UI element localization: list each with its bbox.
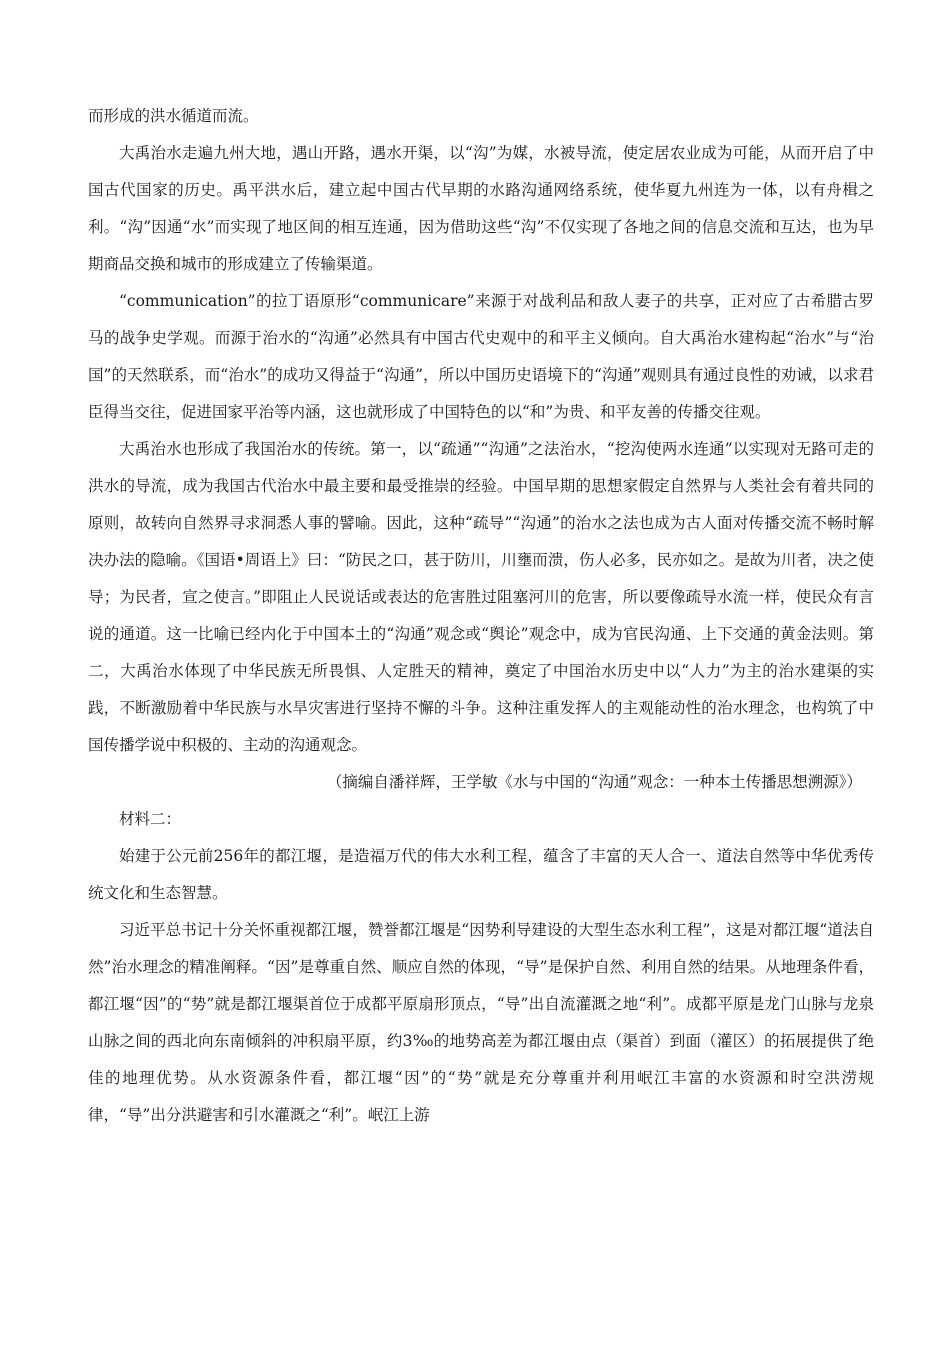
paragraph-communication-origin: “communication”的拉丁语原形“communicare”来源于对战利品和敌人妻子的共享，正对应了古希腊古罗马的战争史学观。而源于治水的“沟通”必然具有中国古代史观中的和平主义倾向。自大禹治水建构起“治水”与“治国”的天然联系，而“治水”的成功又得益于“沟通”，所以中国历史语境下的“沟通”观则具有通过良性的劝诫，以求君臣得当交往，促进国家平治等内涵，这也就形成了中国特色的以“和”为贵、和平友善的传播交往观。 (88, 292, 874, 421)
material-two-heading: 材料二： (119, 810, 182, 828)
paragraph-water-tradition: 大禹治水也形成了我国治水的传统。第一，以“疏通”“沟通”之法治水，“挖沟使两水连通”以实现对无路可走的洪水的导流，成为我国古代治水中最主要和最受推崇的经验。中国早期的思想家假定自然界与人类社会有着共同的原则，故转向自然界寻求洞悉人事的譬喻。因此，这种“疏导”“沟通”的治水之法也成为古人面对传播交流不畅时解决办法的隐喻。《国语•周语上》曰：“防民之口，甚于防川，川壅而溃，伤人必多，民亦如之。是故为川者，决之使导；为民者，宣之使言。”即阻止人民说话或表达的危害胜过阻塞河川的危害，所以要像疏导水流一样，使民众有言说的通道。这一比喻已经内化于中国本土的“沟通”观念或“舆论”观念中，成为官民沟通、上下交通的黄金法则。第二，大禹治水体现了中华民族无所畏惧、人定胜天的精神，奠定了中国治水历史中以“人力”为主的治水建渠的实践，不断激励着中华民族与水旱灾害进行坚持不懈的斗争。这种注重发挥人的主观能动性的治水理念，也构筑了中国传播学说中积极的、主动的沟通观念。 (88, 440, 874, 754)
paragraph-dayu-travel: 大禹治水走遍九州大地，遇山开路，遇水开渠，以“沟”为媒，水被导流，使定居农业成为可能，从而开启了中国古代国家的历史。禹平洪水后，建立起中国古代早期的水路沟通网络系统，使华夏九州连为一体，以有舟楫之利。“沟”因通“水”而实现了地区间的相互连通，因为借助这些“沟”不仅实现了各地之间的信息交流和互达，也为早期商品交换和城市的形成建立了传输渠道。 (88, 144, 874, 273)
paragraph-dujiangyan-analysis: 习近平总书记十分关怀重视都江堰，赞誉都江堰是“因势利导建设的大型生态水利工程”，这是对都江堰“道法自然”治水理念的精准阐释。“因”是尊重自然、顺应自然的体现，“导”是保护自然、利用自然的结果。从地理条件看，都江堰“因”的“势”就是都江堰渠首位于成都平原扇形顶点，“导”出自流灌溉之地“利”。成都平原是龙门山脉与龙泉山脉之间的西北向东南倾斜的冲积扇平原，约3‰的地势高差为都江堰由点（渠首）到面（灌区）的拓展提供了绝佳的地理优势。从水资源条件看，都江堰“因”的“势”就是充分尊重并利用岷江丰富的水资源和时空洪涝规律，“导”出分洪避害和引水灌溉之“利”。岷江上游 (88, 921, 874, 1124)
document-page (88, 98, 874, 1134)
paragraph-dujiangyan-intro: 始建于公元前256年的都江堰，是造福万代的伟大水利工程，蕴含了丰富的天人合一、道法自然等中华优秀传统文化和生态智慧。 (88, 847, 874, 902)
paragraph-continuation: 而形成的洪水循道而流。 (88, 107, 259, 125)
source-citation: （摘编自潘祥辉，王学敏《水与中国的“沟通”观念：一种本土传播思想溯源》） (326, 773, 862, 791)
